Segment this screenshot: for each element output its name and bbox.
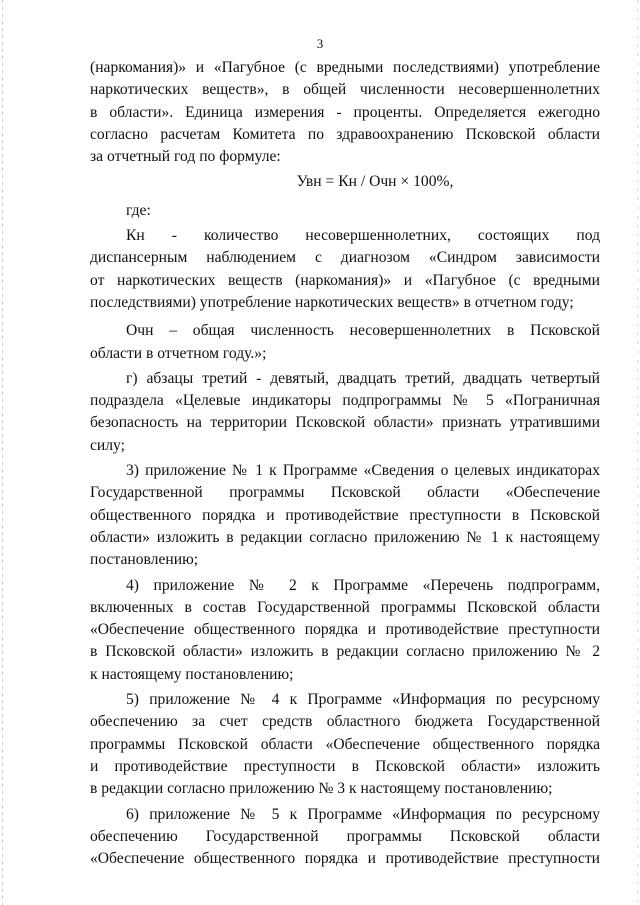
text-line: согласно расчетам Комитета по здравоохранению Псковской области [90,125,600,143]
text-line: постановлению; [90,551,199,569]
text-line: Государственной программы Псковской области «Обеспечение [90,484,600,502]
text-line: за отчетный год по формуле: [90,148,281,166]
text-line: от наркотических веществ (наркомания)» и «Пагубное (с вредными [90,271,600,289]
scan-edge-left [2,0,3,905]
text-line: г) абзацы третий - девятый, двадцать третий, двадцать четвертый [126,369,600,387]
text-line: обеспечению Государственной программы Псковской области [90,827,600,845]
text-line: общественного порядка и противодействие преступности в Псковской [90,506,600,524]
document-body [90,57,600,870]
text-line: безопасность на территории Псковской области» признать утратившими [90,414,600,432]
text-line: подраздела «Целевые индикаторы подпрограммы № 5 «Пограничная [90,392,600,410]
ochn-definition [90,320,600,365]
intro-paragraph [90,57,600,168]
item-4-paragraph [90,575,600,686]
text-line: последствиями) употребление наркотических веществ» в отчетном году; [90,293,574,311]
text-line: включенных в состав Государственной программы Псковской области [90,598,600,616]
text-line: в области». Единица измерения - проценты. Определяется ежегодно [90,103,600,121]
text-line: «Обеспечение общественного порядка и противодействие преступности [90,850,600,868]
text-line: в Псковской области» изложить в редакции согласно приложению № 2 [90,643,600,661]
item-5-paragraph [90,689,600,800]
text-line: области в отчетном году.»; [90,344,267,362]
text-line: и противодействие преступности в Псковской области» изложить [90,757,600,775]
text-line: обеспечению за счет средств областного бюджета Государственной [90,713,600,731]
text-line: области» изложить в редакции согласно приложению № 1 к настоящему [90,528,600,546]
text-line: к настоящему постановлению; [90,665,294,683]
text-line: 4) приложение № 2 к Программе «Перечень подпрограмм, [126,576,600,594]
text-line: диспансерным наблюдением с диагнозом «Синдром зависимости [90,249,600,267]
text-line: 6) приложение № 5 к Программе «Информация по ресурсному [126,805,600,823]
scan-edge-right [637,0,638,905]
text-line: Очн – общая численность несовершеннолетних в Псковской [126,322,600,340]
kn-definition [90,225,600,314]
item-6-paragraph [90,804,600,871]
text-line: в редакции согласно приложению № 3 к настоящему постановлению; [90,780,553,798]
where-label: где: [126,201,151,219]
text-line: 3) приложение № 1 к Программе «Сведения о целевых индикаторах [126,462,600,480]
item-g-paragraph [90,368,600,457]
item-3-paragraph [90,460,600,571]
text-line: программы Псковской области «Обеспечение общественного порядка [90,735,600,753]
text-line: Кн - количество несовершеннолетних, состоящих под [126,227,600,245]
text-line: «Обеспечение общественного порядка и противодействие преступности [90,621,600,639]
page-number: 3 [316,36,324,51]
text-line: наркотических веществ», в общей численности несовершеннолетних [90,81,600,99]
formula: Увн = Кн / Очн × 100%, [296,173,454,191]
text-line: силу; [90,436,125,454]
text-line: (наркомания)» и «Пагубное (с вредными последствиями) употребление [90,59,600,76]
text-line: 5) приложение № 4 к Программе «Информация по ресурсному [126,691,600,709]
